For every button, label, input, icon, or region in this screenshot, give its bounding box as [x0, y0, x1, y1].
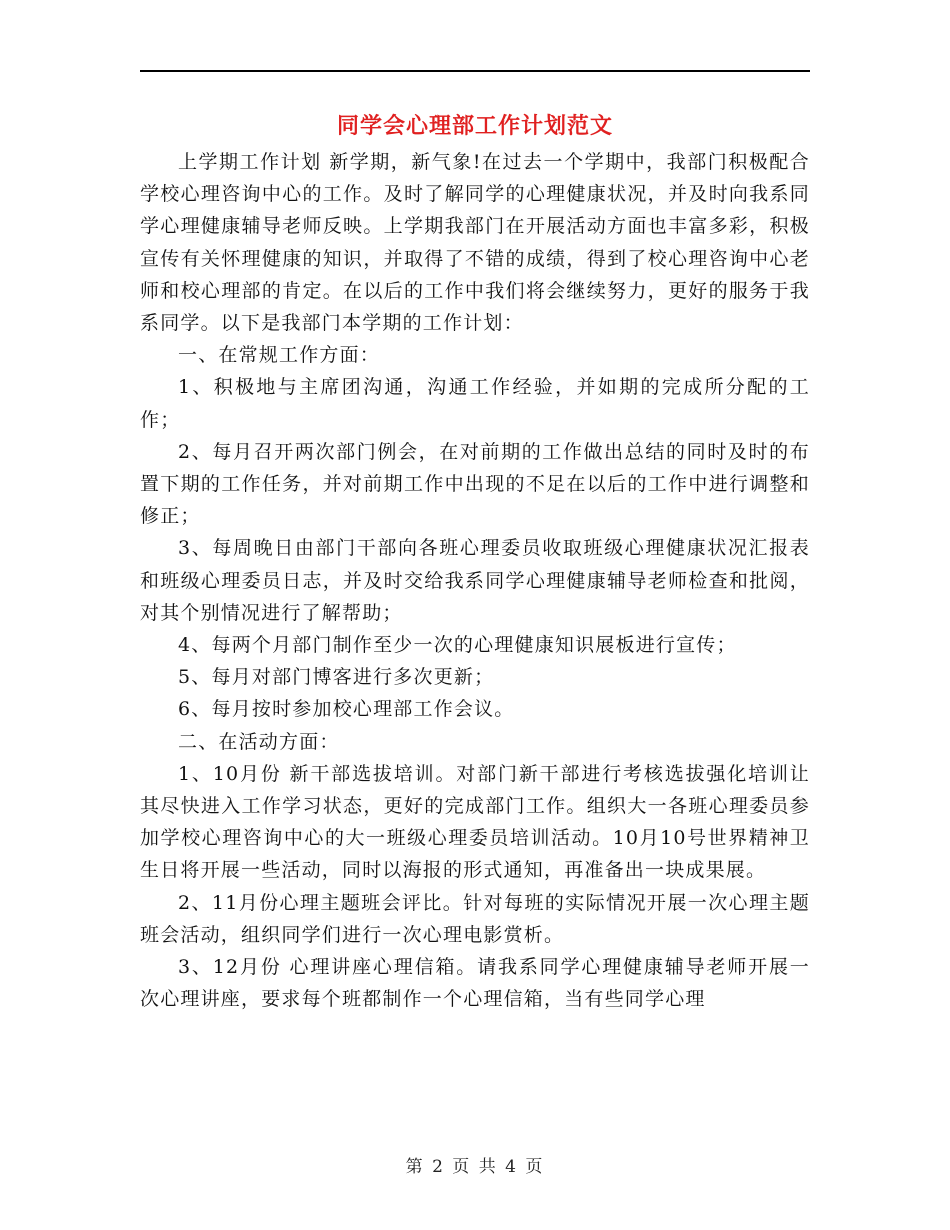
list-item: 1、10月份 新干部选拔培训。对部门新干部进行考核选拔强化培训让其尽快进入工作学习状态，更好的完成部门工作。组织大一各班心理委员参加学校心理咨询中心的大一班级心理委员培训活动。10月10号世界精神卫生日将开展一些活动，同时以海报的形式通知，再准备出一块成果展。	[140, 762, 810, 882]
document-title: 同学会心理部工作计划范文	[336, 113, 613, 139]
list-item: 1、积极地与主席团沟通，沟通工作经验，并如期的完成所分配的工作；	[140, 376, 810, 431]
list-item: 2、每月召开两次部门例会，在对前期的工作做出总结的同时及时的布置下期的工作任务，并对前期工作中出现的不足在以后的工作中进行调整和修正；	[140, 440, 810, 528]
list-item: 3、每周晚日由部门干部向各班心理委员收取班级心理健康状况汇报表和班级心理委员日志，并及时交给我系同学心理健康辅导老师检查和批阅，对其个别情况进行了解帮助；	[140, 537, 810, 624]
list-item: 6、每月按时参加校心理部工作会议。	[178, 698, 515, 721]
document-body	[140, 146, 810, 1015]
section-heading-activities: 二、在活动方面：	[178, 730, 340, 753]
page-indicator: 第 2 页 共 4 页	[405, 1157, 545, 1177]
header-rule	[140, 70, 810, 72]
list-item: 2、11月份心理主题班会评比。针对每班的实际情况开展一次心理主题班会活动，组织同学们进行一次心理电影赏析。	[140, 891, 810, 946]
list-item: 3、12月份 心理讲座心理信箱。请我系同学心理健康辅导老师开展一次心理讲座，要求每个班都制作一个心理信箱，当有些同学心理	[140, 956, 810, 1011]
section-heading-routine: 一、在常规工作方面：	[178, 344, 381, 367]
list-item: 5、每月对部门博客进行多次更新；	[178, 666, 495, 689]
list-item: 4、每两个月部门制作至少一次的心理健康知识展板进行宣传；	[178, 634, 737, 657]
paragraph-intro: 上学期工作计划 新学期，新气象!在过去一个学期中，我部门积极配合学校心理咨询中心的工作。及时了解同学的心理健康状况，并及时向我系同学心理健康辅导老师反映。上学期我部门在开展活动方面也丰富多彩，积极宣传有关怀理健康的知识，并取得了不错的成绩，得到了校心理咨询中心老师和校心理部的肯定。在以后的工作中我们将会继续努力，更好的服务于我系同学。以下是我部门本学期的工作计划：	[140, 151, 810, 335]
